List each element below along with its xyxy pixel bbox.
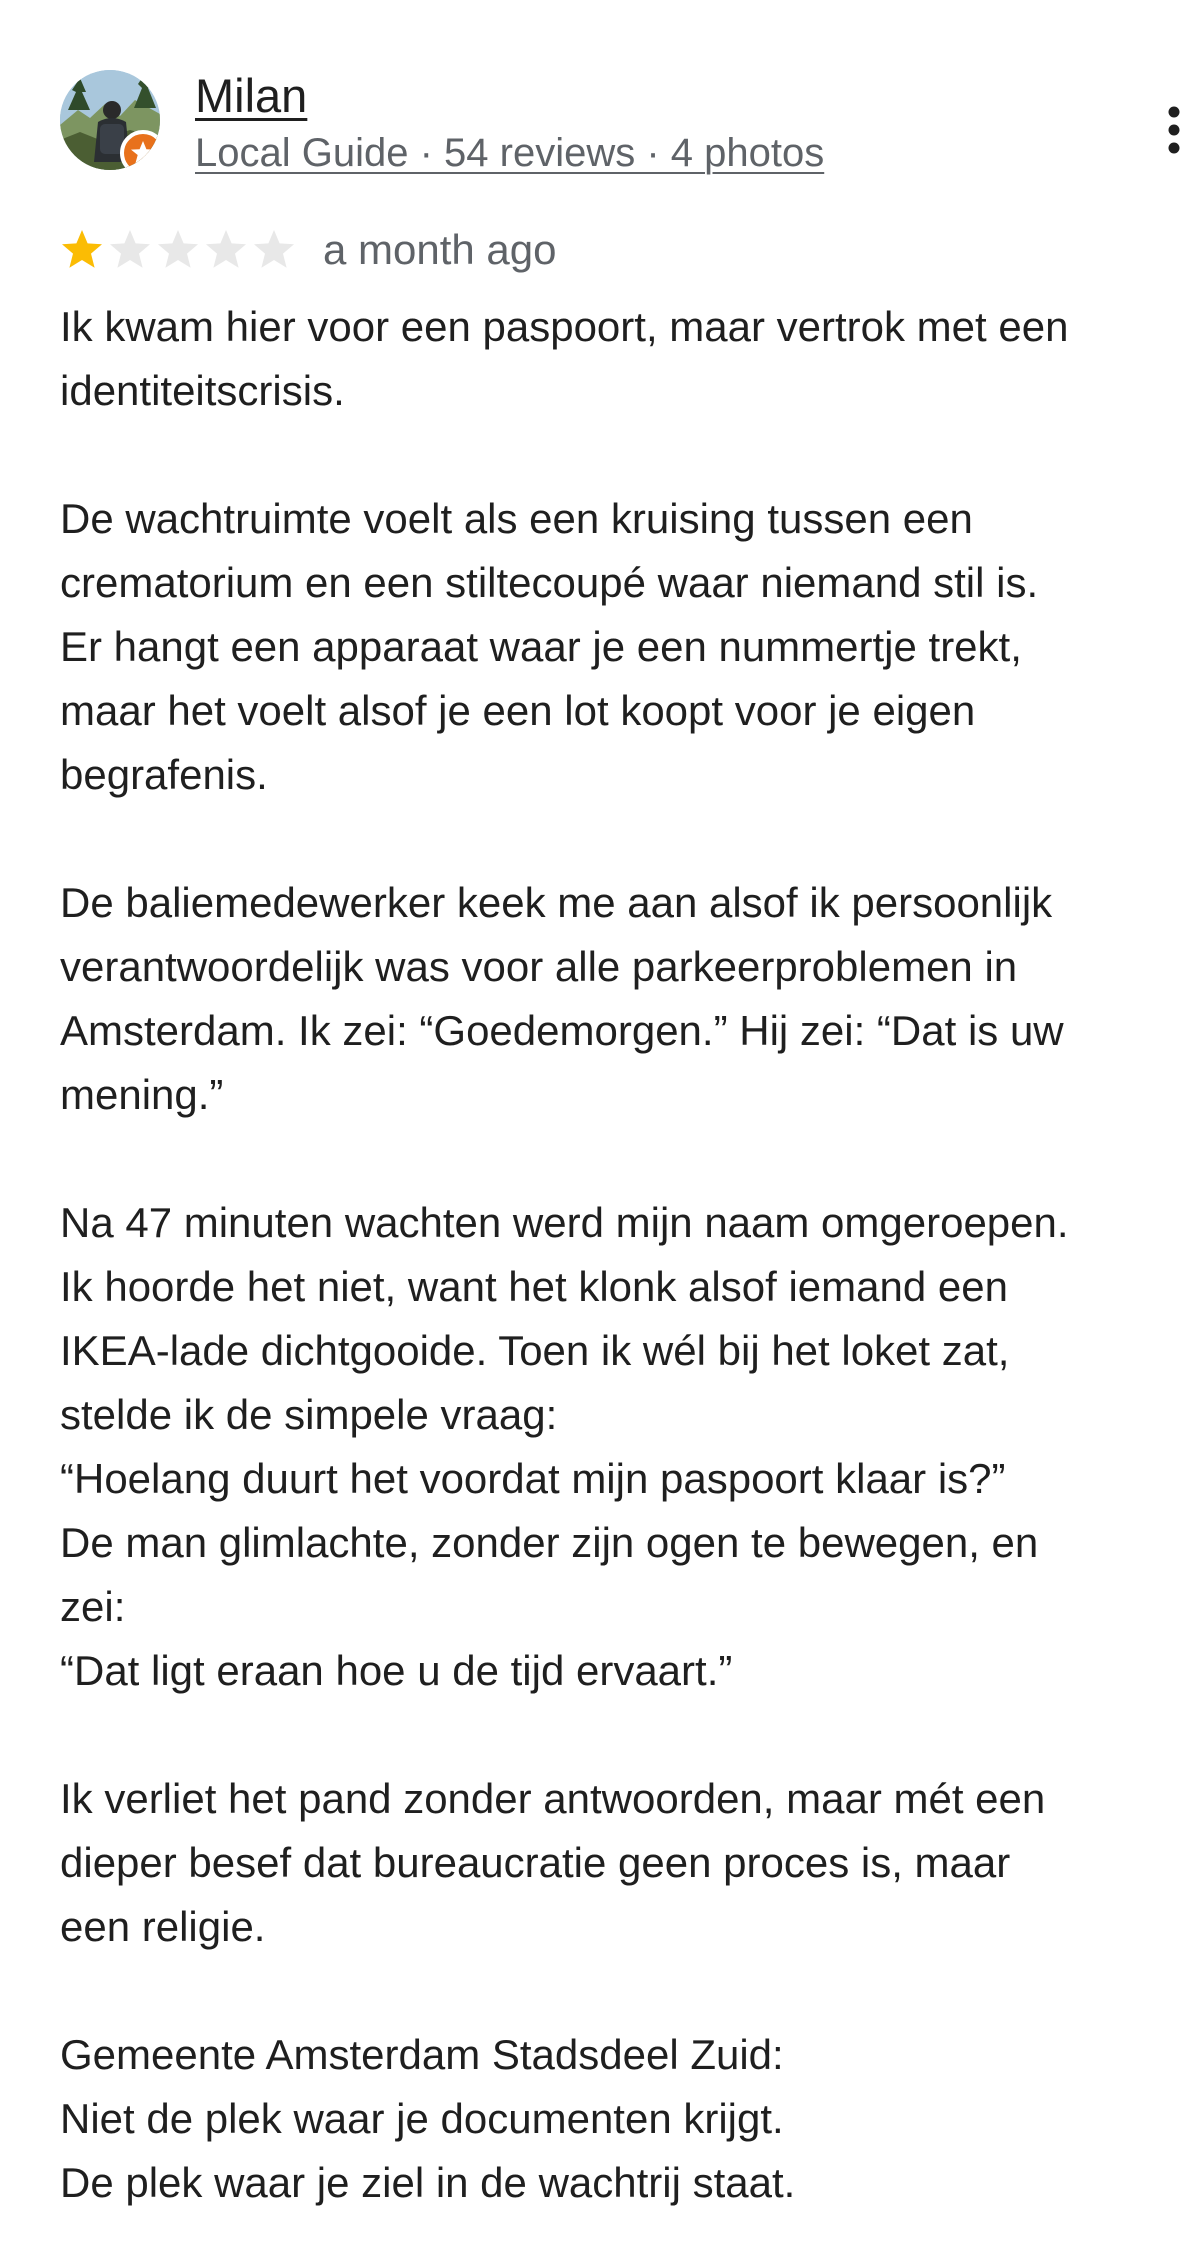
review-line: identiteitscrisis. bbox=[60, 367, 345, 414]
review-line: dieper besef dat bureaucratie geen proces is, maar bbox=[60, 1839, 1011, 1886]
review-line: verantwoordelijk was voor alle parkeerproblemen in bbox=[60, 943, 1018, 990]
review-line: Ik verliet het pand zonder antwoorden, maar mét een bbox=[60, 1775, 1046, 1822]
review-line: een religie. bbox=[60, 1903, 266, 1950]
star-empty-icon bbox=[204, 228, 248, 272]
review-line: De baliemedewerker keek me aan alsof ik persoonlijk bbox=[60, 879, 1053, 926]
review-line: De plek waar je ziel in de wachtrij staat. bbox=[60, 2159, 796, 2206]
review-date: a month ago bbox=[323, 226, 557, 273]
author-meta[interactable]: Local Guide · 54 reviews · 4 photos bbox=[195, 131, 825, 175]
author-avatar[interactable] bbox=[60, 70, 160, 170]
review-line: crematorium en een stiltecoupé waar niemand stil is. bbox=[60, 559, 1039, 606]
star-filled-icon bbox=[60, 228, 104, 272]
review-line: De man glimlachte, zonder zijn ogen te bewegen, en bbox=[60, 1519, 1039, 1566]
author-name[interactable]: Milan bbox=[195, 69, 308, 122]
more-vert-icon bbox=[1142, 98, 1200, 162]
review-paragraph bbox=[60, 2023, 1150, 2215]
review-line: stelde ik de simpele vraag: bbox=[60, 1391, 558, 1438]
review-paragraph bbox=[60, 1767, 1150, 1959]
review-paragraph bbox=[60, 1191, 1150, 1703]
star-empty-icon bbox=[108, 228, 152, 272]
star-empty-icon bbox=[156, 228, 200, 272]
rating-row bbox=[60, 222, 1140, 282]
local-guide-star-icon bbox=[120, 130, 160, 170]
review-line: Ik kwam hier voor een paspoort, maar vertrok met een bbox=[60, 303, 1069, 350]
review-line: mening.” bbox=[60, 1071, 224, 1118]
review-paragraph bbox=[60, 871, 1150, 1127]
review-line: maar het voelt alsof je een lot koopt voor je eigen bbox=[60, 687, 976, 734]
review-line: “Dat ligt eraan hoe u de tijd ervaart.” bbox=[60, 1647, 733, 1694]
star-empty-icon bbox=[252, 228, 296, 272]
review-text bbox=[60, 295, 1150, 2215]
review-line: Amsterdam. Ik zei: “Goedemorgen.” Hij zei: “Dat is uw bbox=[60, 1007, 1064, 1054]
review-line: IKEA-lade dichtgooide. Toen ik wél bij het loket zat, bbox=[60, 1327, 1010, 1374]
review-paragraph bbox=[60, 295, 1150, 423]
review-line: zei: bbox=[60, 1583, 126, 1630]
review-line: Na 47 minuten wachten werd mijn naam omgeroepen. bbox=[60, 1199, 1069, 1246]
review-line: Er hangt een apparaat waar je een nummertje trekt, bbox=[60, 623, 1022, 670]
review-line: De wachtruimte voelt als een kruising tussen een bbox=[60, 495, 973, 542]
star-rating bbox=[60, 228, 300, 272]
review-header bbox=[60, 68, 1140, 178]
review-line: “Hoelang duurt het voordat mijn paspoort klaar is?” bbox=[60, 1455, 1006, 1502]
review-line: begrafenis. bbox=[60, 751, 268, 798]
review-line: Niet de plek waar je documenten krijgt. bbox=[60, 2095, 784, 2142]
review-paragraph bbox=[60, 487, 1150, 807]
review-line: Gemeente Amsterdam Stadsdeel Zuid: bbox=[60, 2031, 784, 2078]
more-options-button[interactable] bbox=[1142, 98, 1200, 162]
review-line: Ik hoorde het niet, want het klonk alsof iemand een bbox=[60, 1263, 1008, 1310]
